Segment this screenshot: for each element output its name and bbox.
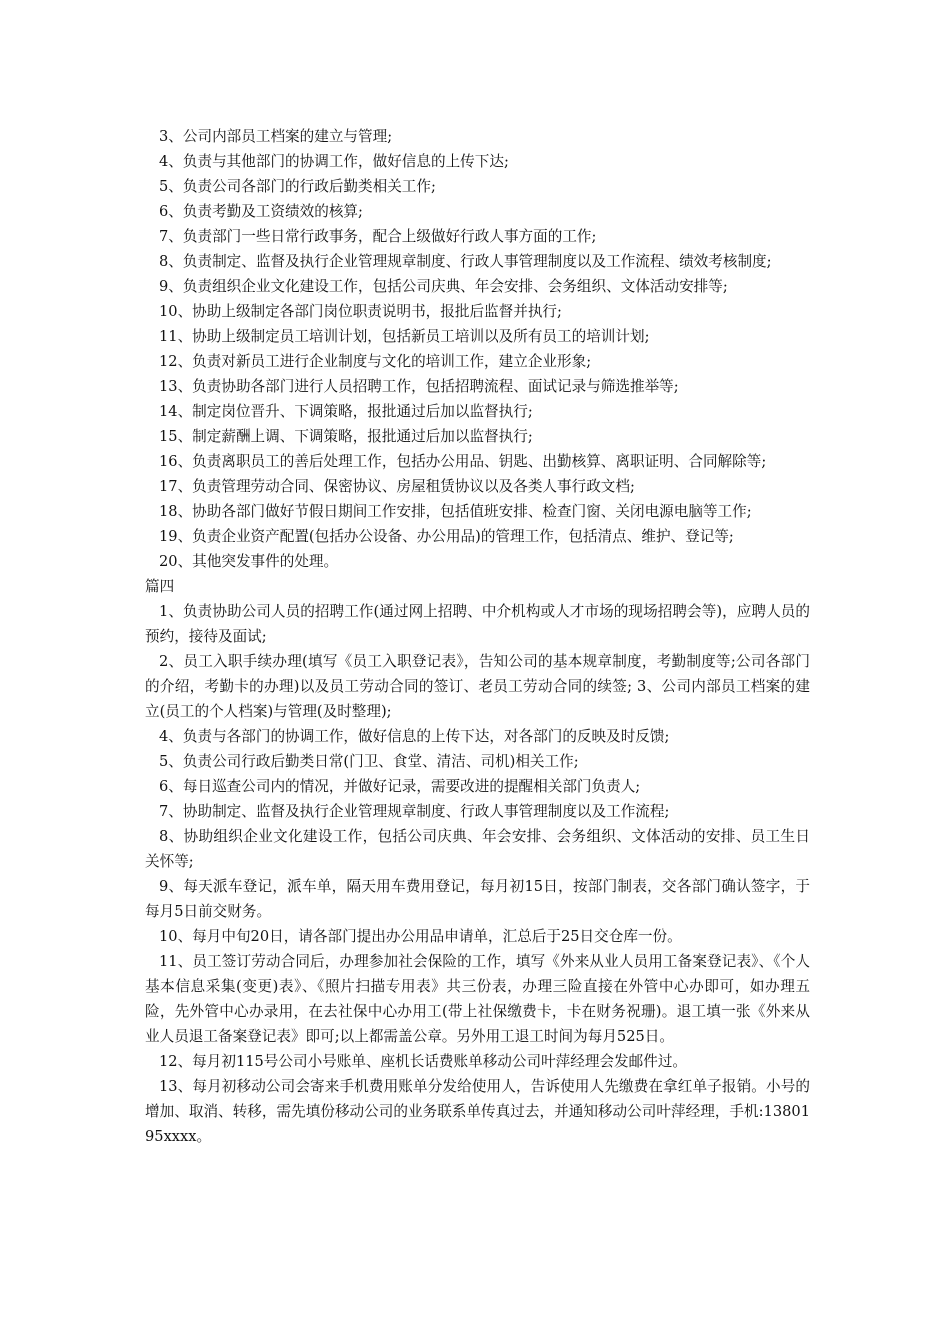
list-item: 7、协助制定、监督及执行企业管理规章制度、行政人事管理制度以及工作流程; — [159, 803, 670, 820]
list-item: 13、负责协助各部门进行人员招聘工作，包括招聘流程、面试记录与筛选推举等; — [159, 378, 679, 395]
list-item: 11、员工签订劳动合同后，办理参加社会保险的工作，填写《外来从业人员用工备案登记表》、《个人基本信息采集(变更)表》、《照片扫描专用表》共三份表，办理三险直接在外管中心办即可，如办理五险，先外管中心办录用，在去社保中心办用工(带上社保缴费卡，卡在财务祝珊)。退工填一张《外来从业人员退工备案登记表》即可;以上都需盖公章。另外用工退工时间为每月525日。 — [145, 953, 810, 1045]
list-item: 13、每月初移动公司会寄来手机费用账单分发给使用人，告诉使用人先缴费在拿红单子报销。小号的增加、取消、转移，需先填份移动公司的业务联系单传真过去，并通知移动公司叶萍经理，手机:1380195xxxx。 — [145, 1078, 810, 1145]
list-item: 14、制定岗位晋升、下调策略，报批通过后加以监督执行; — [159, 403, 533, 420]
list-item: 18、协助各部门做好节假日期间工作安排，包括值班安排、检查门窗、关闭电源电脑等工作; — [159, 503, 752, 520]
list-item: 7、负责部门一些日常行政事务，配合上级做好行政人事方面的工作; — [159, 228, 597, 245]
list-item: 8、协助组织企业文化建设工作，包括公司庆典、年会安排、会务组织、文体活动的安排、员工生日关怀等; — [145, 828, 810, 870]
list-item: 20、其他突发事件的处理。 — [159, 553, 339, 570]
list-item: 17、负责管理劳动合同、保密协议、房屋租赁协议以及各类人事行政文档; — [159, 478, 635, 495]
list-item: 12、负责对新员工进行企业制度与文化的培训工作，建立企业形象; — [159, 353, 592, 370]
list-item: 4、负责与各部门的协调工作，做好信息的上传下达，对各部门的反映及时反馈; — [159, 728, 670, 745]
section-a — [145, 124, 810, 574]
section-b — [145, 599, 810, 1149]
list-item: 8、负责制定、监督及执行企业管理规章制度、行政人事管理制度以及工作流程、绩效考核制度; — [159, 253, 772, 270]
list-item: 19、负责企业资产配置(包括办公设备、办公用品)的管理工作，包括清点、维护、登记等; — [159, 528, 734, 545]
list-item: 1、负责协助公司人员的招聘工作(通过网上招聘、中介机构或人才市场的现场招聘会等)，应聘人员的预约，接待及面试; — [145, 603, 810, 645]
document-body — [145, 124, 810, 1149]
list-item: 16、负责离职员工的善后处理工作，包括办公用品、钥匙、出勤核算、离职证明、合同解除等; — [159, 453, 767, 470]
list-item: 15、制定薪酬上调、下调策略，报批通过后加以监督执行; — [159, 428, 533, 445]
list-item: 5、负责公司各部门的行政后勤类相关工作; — [159, 178, 436, 195]
list-item: 4、负责与其他部门的协调工作，做好信息的上传下达; — [159, 153, 509, 170]
list-item: 6、负责考勤及工资绩效的核算; — [159, 203, 363, 220]
list-item: 9、负责组织企业文化建设工作，包括公司庆典、年会安排、会务组织、文体活动安排等; — [159, 278, 728, 295]
list-item: 5、负责公司行政后勤类日常(门卫、食堂、清洁、司机)相关工作; — [159, 753, 579, 770]
list-item: 3、公司内部员工档案的建立与管理; — [159, 128, 393, 145]
list-item: 9、每天派车登记，派车单，隔天用车费用登记，每月初15日，按部门制表，交各部门确认签字，于每月5日前交财务。 — [145, 878, 810, 920]
list-item: 6、每日巡查公司内的情况，并做好记录，需要改进的提醒相关部门负责人; — [159, 778, 641, 795]
list-item: 11、协助上级制定员工培训计划，包括新员工培训以及所有员工的培训计划; — [159, 328, 650, 345]
list-item: 10、每月中旬20日，请各部门提出办公用品申请单，汇总后于25日交仓库一份。 — [159, 928, 682, 945]
list-item: 10、协助上级制定各部门岗位职责说明书，报批后监督并执行; — [159, 303, 562, 320]
list-item: 2、员工入职手续办理(填写《员工入职登记表》，告知公司的基本规章制度，考勤制度等;公司各部门的介绍，考勤卡的办理)以及员工劳动合同的签订、老员工劳动合同的续签; 3、公司内部员工档案的建立(员工的个人档案)与管理(及时整理); — [145, 653, 810, 720]
list-item: 12、每月初115号公司小号账单、座机长话费账单移动公司叶萍经理会发邮件过。 — [159, 1053, 688, 1070]
section-heading: 篇四 — [145, 578, 175, 595]
